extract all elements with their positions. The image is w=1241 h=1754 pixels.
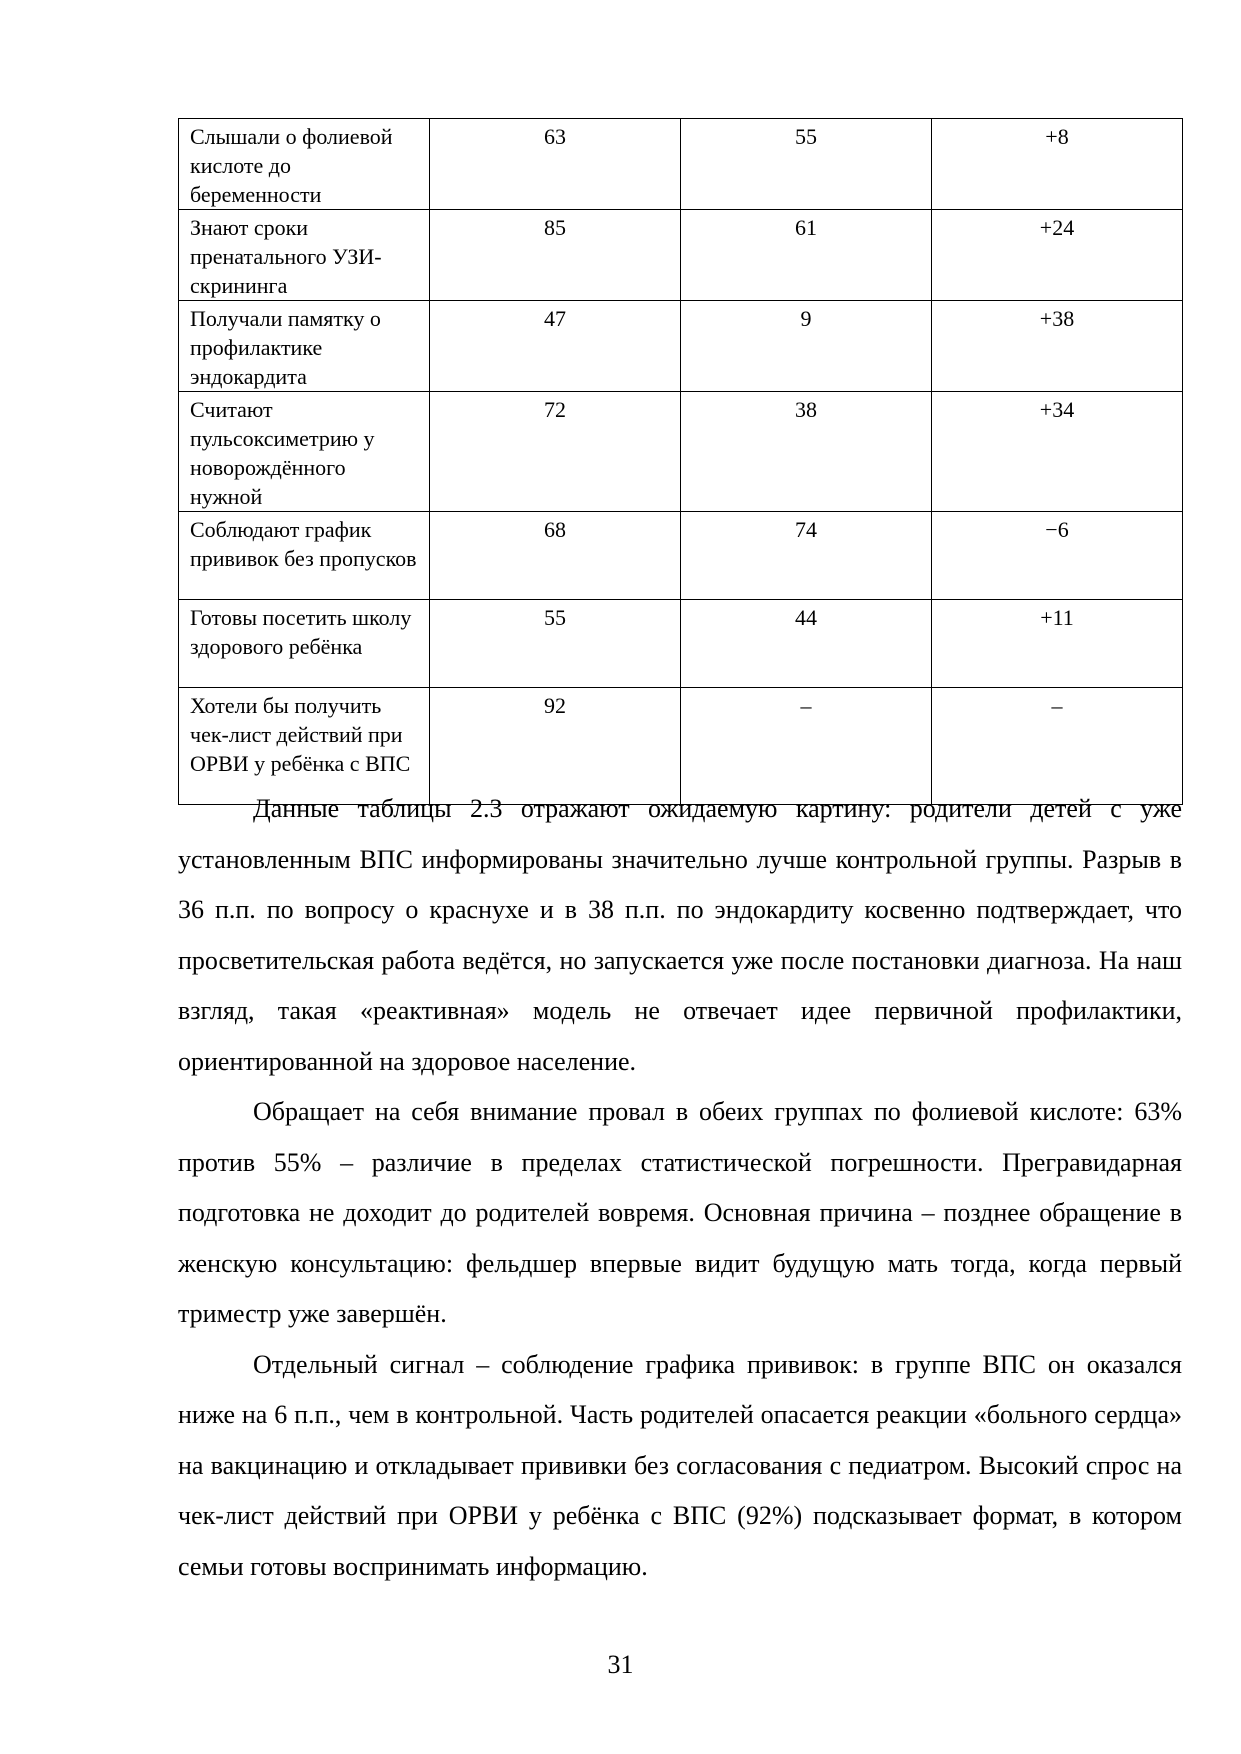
control-group-value: 38 — [681, 392, 932, 512]
table-row — [179, 119, 1183, 210]
control-group-value: 9 — [681, 301, 932, 392]
table-row — [179, 600, 1183, 688]
table-row — [179, 512, 1183, 600]
paragraph: Отдельный сигнал – соблюдение графика прививок: в группе ВПС он оказался ниже на 6 п.п., чем в контрольной. Часть родителей опасается реакции «больного сердца» на вакцинацию и откладывает прививки без согласования с педиатром. Высокий спрос на чек-лист действий при ОРВИ у ребёнка с ВПС (92%) подсказывает формат, в котором семьи готовы воспринимать информацию. — [178, 1349, 1182, 1581]
table-row — [179, 210, 1183, 301]
control-group-value: 74 — [681, 512, 932, 600]
vps-group-value: 47 — [430, 301, 681, 392]
table-row — [179, 392, 1183, 512]
vps-group-value: 55 — [430, 600, 681, 688]
vps-group-value: 92 — [430, 688, 681, 805]
control-group-value: 61 — [681, 210, 932, 301]
row-label: Хотели бы получить чек-лист действий при ОРВИ у ребёнка с ВПС — [179, 688, 430, 805]
difference-value: +11 — [932, 600, 1183, 688]
page-number: 31 — [607, 1650, 634, 1679]
row-label: Получали памятку о профилактике эндокардита — [179, 301, 430, 392]
vps-group-value: 72 — [430, 392, 681, 512]
difference-value: – — [932, 688, 1183, 805]
survey-results-table — [178, 118, 1183, 805]
control-group-value: 44 — [681, 600, 932, 688]
paragraph: Данные таблицы 2.3 отражают ожидаемую картину: родители детей с уже установленным ВПС информированы значительно лучше контрольной группы. Разрыв в 36 п.п. по вопросу о краснухе и в 38 п.п. по эндокардиту косвенно подтверждает, что просветительская работа ведётся, но запускается уже после постановки диагноза. На наш взгляд, такая «реактивная» модель не отвечает идее первичной профилактики, ориентированной на здоровое население. — [178, 794, 1182, 1076]
difference-value: −6 — [932, 512, 1183, 600]
control-group-value: – — [681, 688, 932, 805]
body-text — [178, 784, 1182, 1592]
difference-value: +34 — [932, 392, 1183, 512]
vps-group-value: 63 — [430, 119, 681, 210]
difference-value: +38 — [932, 301, 1183, 392]
paragraph: Обращает на себя внимание провал в обеих группах по фолиевой кислоте: 63% против 55% – различие в пределах статистической погрешности. Прегравидарная подготовка не доходит до родителей вовремя. Основная причина – позднее обращение в женскую консультацию: фельдшер впервые видит будущую мать тогда, когда первый триместр уже завершён. — [178, 1097, 1182, 1328]
table-row — [179, 301, 1183, 392]
vps-group-value: 68 — [430, 512, 681, 600]
row-label: Знают сроки пренатального УЗИ-скрининга — [179, 210, 430, 301]
row-label: Готовы посетить школу здорового ребёнка — [179, 600, 430, 688]
control-group-value: 55 — [681, 119, 932, 210]
row-label: Соблюдают график прививок без пропусков — [179, 512, 430, 600]
row-label: Считают пульсоксиметрию у новорождённого нужной — [179, 392, 430, 512]
vps-group-value: 85 — [430, 210, 681, 301]
row-label: Слышали о фолиевой кислоте до беременности — [179, 119, 430, 210]
difference-value: +8 — [932, 119, 1183, 210]
difference-value: +24 — [932, 210, 1183, 301]
